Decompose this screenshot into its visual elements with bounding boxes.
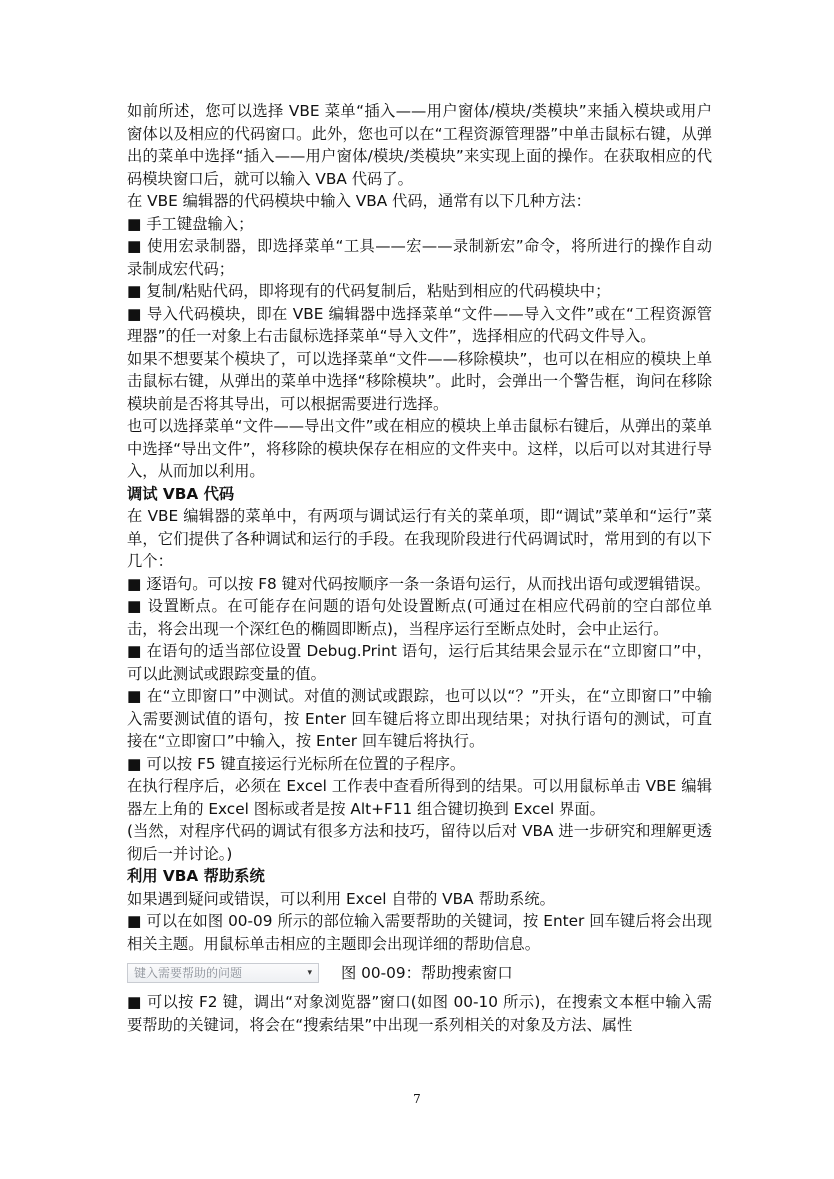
page-number: 7 xyxy=(413,1092,421,1106)
paragraph: (当然，对程序代码的调试有很多方法和技巧，留待以后对 VBA 进一步研究和理解更透彻后一并讨论。) xyxy=(127,822,712,863)
bullet-item: ■ 在“立即窗口”中测试。对值的测试或跟踪，也可以以“？”开头，在“立即窗口”中输入需要测试值的语句，按 Enter 回车键后将立即出现结果；对执行语句的测试，可直接在“立即窗口”中输入，按 Enter 回车键后将执行。 xyxy=(127,687,712,750)
paragraph: 在 VBE 编辑器的菜单中，有两项与调试运行有关的菜单项，即“调试”菜单和“运行”菜单，它们提供了各种调试和运行的手段。在我现阶段进行代码调试时，常用到的有以下几个： xyxy=(127,507,712,570)
bullet-item: ■ 在语句的适当部位设置 Debug.Print 语句，运行后其结果会显示在“立即窗口”中，可以此测试或跟踪变量的值。 xyxy=(127,642,712,683)
figure-00-09 xyxy=(127,955,712,991)
dropdown-arrow-icon[interactable]: ▾ xyxy=(307,967,312,978)
help-search-box[interactable] xyxy=(127,963,319,983)
section-heading-debug: 调试 VBA 代码 xyxy=(127,484,235,503)
figure-caption: 图 00-09：帮助搜索窗口 xyxy=(341,963,513,982)
paragraph: 如果遇到疑问或错误，可以利用 Excel 自带的 VBA 帮助系统。 xyxy=(127,889,555,908)
help-search-placeholder: 键入需要帮助的问题 xyxy=(134,965,243,980)
bullet-item: ■ 手工键盘输入； xyxy=(127,214,254,233)
bullet-item: ■ 逐语句。可以按 F8 键对代码按顺序一条一条语句运行，从而找出语句或逻辑错误。 xyxy=(127,574,710,593)
bullet-item: ■ 可以按 F2 键，调出“对象浏览器”窗口(如图 00-10 所示)，在搜索文本框中输入需要帮助的关键词，将会在“搜索结果”中出现一系列相关的对象及方法、属性 xyxy=(127,993,712,1034)
bullet-item: ■ 可以在如图 00-09 所示的部位输入需要帮助的关键词，按 Enter 回车键后将会出现相关主题。用鼠标单击相应的主题即会出现详细的帮助信息。 xyxy=(127,912,712,953)
bullet-item: ■ 设置断点。在可能存在问题的语句处设置断点(可通过在相应代码前的空白部位单击，将会出现一个深红色的椭圆即断点)，当程序运行至断点处时，会中止运行。 xyxy=(127,597,712,638)
paragraph: 在执行程序后，必须在 Excel 工作表中查看所得到的结果。可以用鼠标单击 VBE 编辑器左上角的 Excel 图标或者是按 Alt+F11 组合键切换到 Excel 界面。 xyxy=(127,777,712,818)
paragraph: 也可以选择菜单“文件——导出文件”或在相应的模块上单击鼠标右键后，从弹出的菜单中选择“导出文件”，将移除的模块保存在相应的文件夹中。这样，以后可以对其进行导入，从而加以利用。 xyxy=(127,417,712,480)
bullet-item: ■ 复制/粘贴代码，即将现有的代码复制后，粘贴到相应的代码模块中； xyxy=(127,282,611,300)
bullet-item: ■ 使用宏录制器，即选择菜单“工具——宏——录制新宏”命令，将所进行的操作自动录制成宏代码； xyxy=(127,237,712,278)
paragraph: 如果不想要某个模块了，可以选择菜单“文件——移除模块”，也可以在相应的模块上单击鼠标右键，从弹出的菜单中选择“移除模块”。此时，会弹出一个警告框，询问在移除模块前是否将其导出，可以根据需要进行选择。 xyxy=(127,349,712,413)
paragraph: 如前所述，您可以选择 VBE 菜单“插入——用户窗体/模块/类模块”来插入模块或用户窗体以及相应的代码窗口。此外，您也可以在“工程资源管理器”中单击鼠标右键，从弹出的菜单中选择“插入——用户窗体/模块/类模块”来实现上面的操作。在获取相应的代码模块窗口后，就可以输入 VBA 代码了。 xyxy=(127,102,712,188)
bullet-item: ■ 可以按 F5 键直接运行光标所在位置的子程序。 xyxy=(127,754,466,773)
body-text xyxy=(127,100,712,1036)
bullet-item: ■ 导入代码模块，即在 VBE 编辑器中选择菜单“文件——导入文件”或在“工程资源管理器”的任一对象上右击鼠标选择菜单“导入文件”，选择相应的代码文件导入。 xyxy=(127,304,712,345)
paragraph: 在 VBE 编辑器的代码模块中输入 VBA 代码，通常有以下几种方法： xyxy=(127,192,591,210)
section-heading-help: 利用 VBA 帮助系统 xyxy=(127,867,265,885)
